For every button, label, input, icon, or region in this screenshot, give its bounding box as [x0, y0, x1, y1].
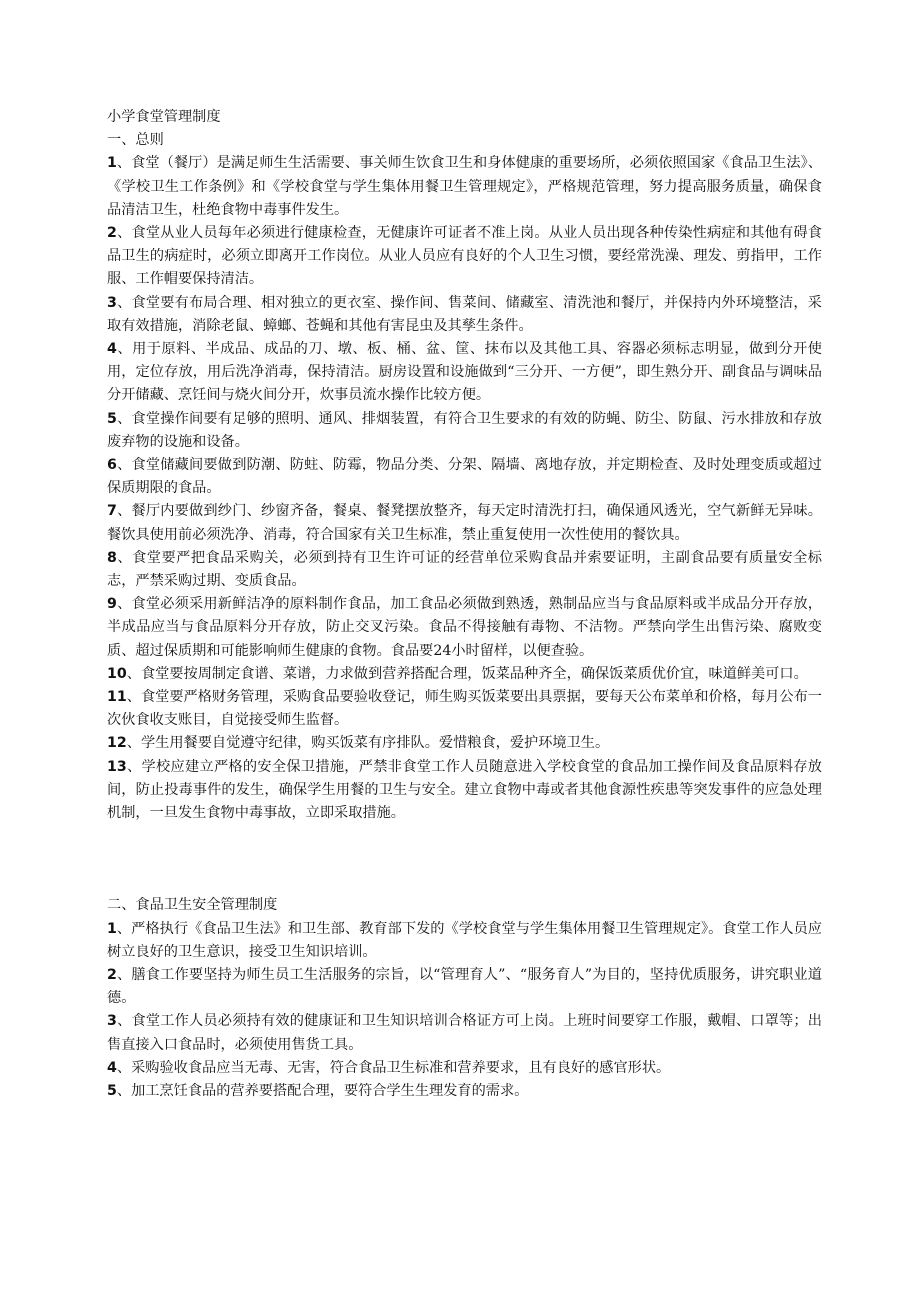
- item-number: 5: [107, 410, 117, 427]
- item-number: 4: [107, 1059, 117, 1076]
- section2-item: [107, 1057, 822, 1080]
- section2-item: [107, 964, 822, 1010]
- item-text: 、食堂从业人员每年必须进行健康检查，无健康许可证者不准上岗。从业人员出现各种传染性病症和其他有碍食品卫生的病症时，必须立即离开工作岗位。从业人员应有良好的个人卫生习惯，要经常洗澡、理发、剪指甲，工作服、工作帽要保持清洁。: [107, 225, 822, 288]
- item-text: 、餐厅内要做到纱门、纱窗齐备，餐桌、餐凳摆放整齐，每天定时清洗打扫，确保通风透光，空气新鲜无异味。餐饮具使用前必须洗净、消毒，符合国家有关卫生标准，禁止重复使用一次性使用的餐饮具。: [107, 503, 822, 543]
- section1-list: [107, 152, 822, 825]
- item-text: 、采购验收食品应当无毒、无害，符合食品卫生标准和营养要求，且有良好的感官形状。: [116, 1059, 671, 1076]
- section2-heading: 二、食品卫生安全管理制度: [107, 897, 278, 914]
- item-text: 、学校应建立严格的安全保卫措施，严禁非食堂工作人员随意进入学校食堂的食品加工操作间及食品原料存放间，防止投毒事件的发生，确保学生用餐的卫生与安全。建立食物中毒或者其他食源性疾患等突发事件的应急处理机制，一旦发生食物中毒事故，立即采取措施。: [107, 758, 822, 822]
- document-page: [107, 106, 822, 1103]
- section1-item: [107, 732, 822, 755]
- section1-item: [107, 222, 822, 292]
- section1-item: [107, 686, 822, 732]
- item-text: 、食堂操作间要有足够的照明、通风、排烟装置，有符合卫生要求的有效的防蝇、防尘、防鼠、污水排放和存放废弃物的设施和设备。: [107, 410, 822, 450]
- item-text: 、食堂要有布局合理、相对独立的更衣室、操作间、售菜间、储藏室、清洗池和餐厅，并保持内外环境整洁，采取有效措施，消除老鼠、蟑螂、苍蝇和其他有害昆虫及其孳生条件。: [107, 294, 822, 334]
- item-number: 9: [107, 596, 117, 613]
- section1-item: [107, 454, 822, 500]
- document-title: 小学食堂管理制度: [107, 109, 221, 125]
- section1-item: [107, 547, 822, 593]
- item-text: 、食堂必须采用新鲜洁净的原料制作食品，加工食品必须做到熟透，熟制品应当与食品原料或半成品分开存放，半成品应当与食品原料分开存放，防止交叉污染。食品不得接触有毒物、不洁物。严禁向学生出售污染、腐败变质、超过保质期和可能影响师生健康的食物。食品要24小时留样，以便查验。: [107, 596, 822, 659]
- item-text: 、食堂储藏间要做到防潮、防蛀、防霉，物品分类、分架、隔墙、离地存放，并定期检查、及时处理变质或超过保质期限的食品。: [107, 457, 822, 497]
- item-text: 、膳食工作要坚持为师生员工生活服务的宗旨，以“管理育人”、“服务育人”为目的，坚持优质服务，讲究职业道德。: [107, 966, 822, 1007]
- item-number: 13: [107, 758, 127, 775]
- item-text: 、食堂工作人员必须持有效的健康证和卫生知识培训合格证方可上岗。上班时间要穿工作服，戴帽、口罩等；出售直接入口食品时，必须使用售货工具。: [107, 1013, 822, 1053]
- item-text: 、食堂要按周制定食谱、菜谱，力求做到营养搭配合理，饭菜品种齐全，确保饭菜质优价宜，味道鲜美可口。: [126, 665, 808, 682]
- item-number: 1: [107, 155, 117, 172]
- item-text: 、用于原料、半成品、成品的刀、墩、板、桶、盆、筐、抹布以及其他工具、容器必须标志明显，做到分开使用，定位存放，用后洗净消毒，保持清洁。厨房设置和设施做到“三分开、一方便”，即生熟分开、副食品与调味品分开储藏、烹饪间与烧火间分开，炊事员流水操作比较方便。: [107, 341, 822, 404]
- item-number: 8: [107, 549, 117, 566]
- item-number: 6: [107, 457, 117, 474]
- section1-item: [107, 292, 822, 338]
- section-spacer: [107, 825, 822, 894]
- item-number: 3: [107, 1013, 117, 1030]
- item-text: 、食堂要严格财务管理，采购食品要验收登记，师生购买饭菜要出具票据，要每天公布菜单和价格，每月公布一次伙食收支账目，自觉接受师生监督。: [107, 689, 822, 729]
- item-number: 4: [107, 341, 117, 358]
- item-text: 、食堂（餐厅）是满足师生生活需要、事关师生饮食卫生和身体健康的重要场所，必须依照国家《食品卫生法》、《学校卫生工作条例》和《学校食堂与学生集体用餐卫生管理规定》，严格规范管理，努力提高服务质量，确保食品清洁卫生，杜绝食物中毒事件发生。: [107, 155, 822, 218]
- item-number: 2: [107, 966, 117, 983]
- item-text: 、食堂要严把食品采购关，必须到持有卫生许可证的经营单位采购食品并索要证明，主副食品要有质量安全标志，严禁采购过期、变质食品。: [107, 549, 822, 590]
- item-number: 10: [107, 665, 127, 682]
- section1-item: [107, 152, 822, 222]
- section2-item: [107, 918, 822, 964]
- section2-list: [107, 918, 822, 1104]
- item-number: 11: [107, 689, 127, 706]
- section1-item: [107, 663, 822, 686]
- section1-item: [107, 408, 822, 454]
- item-text: 、加工烹饪食品的营养要搭配合理，要符合学生生理发育的需求。: [116, 1082, 529, 1099]
- section1-item: [107, 338, 822, 408]
- item-number: 1: [107, 920, 117, 937]
- section1-item: [107, 756, 822, 826]
- item-number: 2: [107, 225, 117, 242]
- item-number: 7: [107, 503, 117, 520]
- section2-item: [107, 1080, 822, 1103]
- item-text: 、学生用餐要自觉遵守纪律，购买饭菜有序排队。爱惜粮食，爱护环境卫生。: [126, 735, 610, 752]
- section1-item: [107, 593, 822, 663]
- item-number: 5: [107, 1082, 117, 1099]
- section1-item: [107, 500, 822, 546]
- item-number: 12: [107, 735, 127, 752]
- section1-heading: 一、总则: [107, 132, 164, 149]
- item-number: 3: [107, 294, 117, 311]
- item-text: 、严格执行《食品卫生法》和卫生部、教育部下发的《学校食堂与学生集体用餐卫生管理规定》。食堂工作人员应树立良好的卫生意识，接受卫生知识培训。: [107, 920, 822, 960]
- section2-item: [107, 1010, 822, 1056]
